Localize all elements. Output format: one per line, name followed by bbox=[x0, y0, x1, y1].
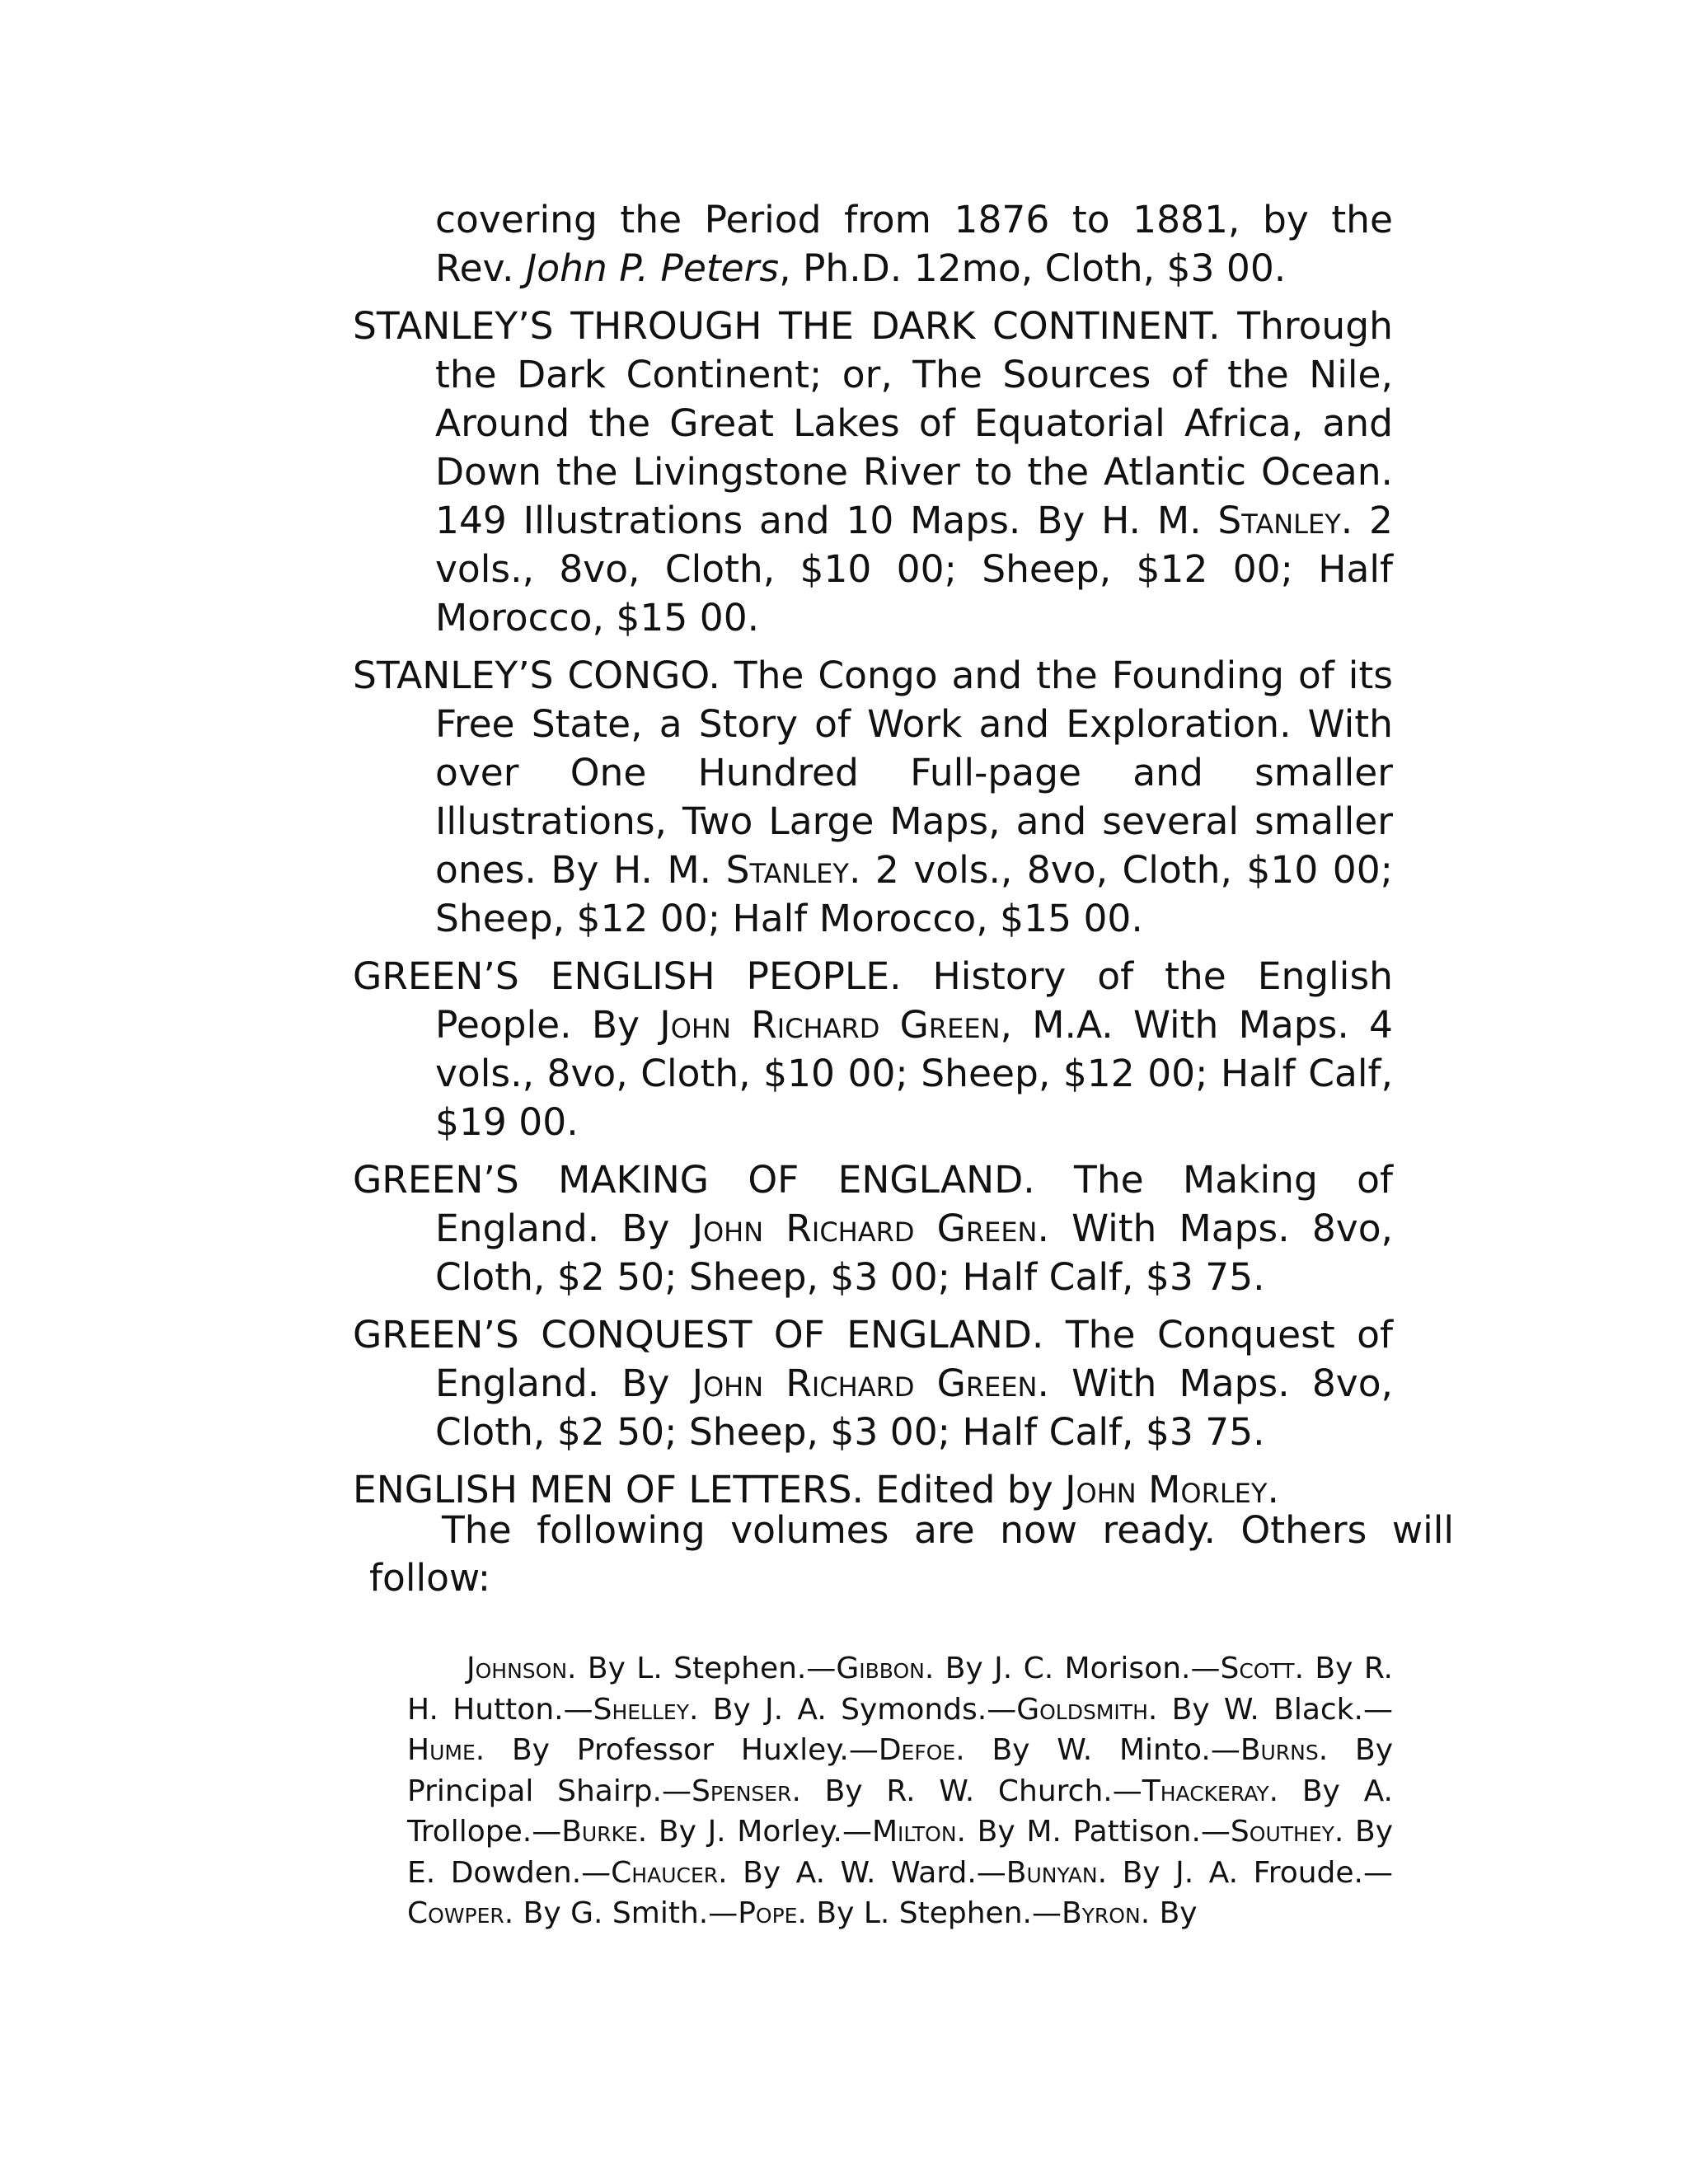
volume-subject: Johnson bbox=[467, 1652, 568, 1685]
author-name: John Richard Green bbox=[692, 1361, 1038, 1405]
volume-subject: Defoe bbox=[878, 1733, 956, 1767]
volume-author: E. Dowden. bbox=[407, 1855, 582, 1890]
volume-author: M. Pattison. bbox=[1026, 1815, 1201, 1849]
author-name: Stanley bbox=[1217, 499, 1341, 542]
entry-text: STANLEY’S THROUGH THE DARK CONTINENT. Through the Dark Continent; or, The Sources of the Nile, Around the Great Lakes of Equatorial Africa, and Down the Livingstone River to the Atlantic Ocean. 149 Illustrations and 10 Maps. By H. M. bbox=[353, 304, 1393, 542]
entry-text: . With Maps. 8vo, Cloth, $2 50; Sheep, $3 00; Half Calf, $3 75. bbox=[435, 1207, 1393, 1299]
author-name: John Morley bbox=[1065, 1468, 1268, 1511]
volume-author: J. Morley. bbox=[707, 1815, 842, 1849]
volume-subject: Burke bbox=[561, 1815, 638, 1849]
volume-author: A. Trollope. bbox=[407, 1774, 1393, 1849]
volume-author: J. A. Froude. bbox=[1175, 1855, 1363, 1890]
volume-subject: Spenser bbox=[691, 1774, 792, 1808]
catalog-entry bbox=[353, 952, 1393, 1146]
catalog-entry bbox=[353, 302, 1393, 642]
catalog-entry bbox=[353, 1155, 1393, 1301]
volume-subject: Thackeray bbox=[1142, 1774, 1269, 1808]
volume-subject: Pope bbox=[738, 1896, 798, 1930]
volume-subject: Southey bbox=[1230, 1815, 1334, 1849]
volume-subject: Milton bbox=[871, 1815, 957, 1849]
volume-author: R. H. Hutton. bbox=[407, 1652, 1393, 1727]
volume-author: Professor Huxley. bbox=[576, 1733, 849, 1767]
volume-author: G. Smith. bbox=[570, 1896, 709, 1930]
italic-text: John P. Peters bbox=[525, 246, 780, 290]
entry-text: ENGLISH MEN OF LETTERS. Edited by bbox=[353, 1468, 1066, 1511]
volume-subject: Burns bbox=[1240, 1733, 1319, 1767]
volume-subject: Goldsmith bbox=[1016, 1692, 1148, 1727]
author-name: Stanley bbox=[725, 848, 849, 892]
volumes-intro-paragraph: The following volumes are now ready. Others will follow: bbox=[369, 1508, 1454, 1600]
volume-subject: Scott bbox=[1220, 1652, 1295, 1685]
author-name: John Richard Green bbox=[692, 1207, 1038, 1250]
entry-text: covering the Period from 1876 to 1881, by the Rev. bbox=[435, 198, 1393, 290]
volume-subject: Bunyan bbox=[1006, 1855, 1098, 1890]
entry-text: . 2 vols., 8vo, Cloth, $10 00; Sheep, $12 00; Half Morocco, $15 00. bbox=[435, 848, 1393, 940]
volume-subject: Gibbon bbox=[836, 1652, 925, 1685]
entry-text: GREEN’S ENGLISH PEOPLE. History of the English People. By bbox=[353, 954, 1393, 1047]
entry-text: . 2 vols., 8vo, Cloth, $10 00; Sheep, $12 00; Half Morocco, $15 00. bbox=[435, 499, 1393, 640]
entry-text: , Ph.D. 12mo, Cloth, $3 00. bbox=[779, 246, 1287, 290]
volume-author: J. C. Morison. bbox=[994, 1652, 1191, 1685]
volume-author: W. Black. bbox=[1223, 1692, 1363, 1727]
entry-text: . bbox=[1267, 1468, 1279, 1511]
catalog-entry bbox=[353, 651, 1393, 943]
volume-author: Principal Shairp. bbox=[407, 1774, 662, 1808]
volume-subject: Hume bbox=[407, 1733, 476, 1767]
catalog-entries bbox=[353, 195, 1393, 1523]
entry-text: GREEN’S CONQUEST OF ENGLAND. The Conquest of England. By bbox=[353, 1313, 1393, 1405]
volume-subject: Shelley bbox=[593, 1692, 689, 1727]
volumes-list: Johnson. By L. Stephen.—Gibbon. By J. C. Morison.—Scott. By R. H. Hutton.—Shelley. By J. A. Symonds.—Goldsmith. By W. Black.—Hume. By Professor Huxley.—Defoe. By W. Minto.—Burns. By Principal Shairp.—Spenser. By R. W. Church.—Thackeray. By A. Trollope.—Burke. By J. Morley.—Milton. By M. Pattison.—Southey. By E. Dowden.—Chaucer. By A. W. Ward.—Bunyan. By J. A. Froude.—Cowper. By G. Smith.—Pope. By L. Stephen.—Byron. By bbox=[407, 1652, 1394, 1930]
volume-subject: Chaucer bbox=[611, 1855, 719, 1890]
entry-text: STANLEY’S CONGO. The Congo and the Founding of its Free State, a Story of Work and Exploration. With over One Hundred Full-page and smaller Illustrations, Two Large Maps, and several smaller ones. By H. M. bbox=[353, 654, 1393, 892]
entry-text: GREEN’S MAKING OF ENGLAND. The Making of England. By bbox=[353, 1158, 1393, 1250]
volume-author: W. Minto. bbox=[1057, 1733, 1211, 1767]
volume-subject: Byron bbox=[1061, 1896, 1141, 1930]
volume-author: L. Stephen. bbox=[636, 1652, 807, 1685]
volume-author: L. Stephen. bbox=[863, 1896, 1032, 1930]
entry-text: . With Maps. 8vo, Cloth, $2 50; Sheep, $3 00; Half Calf, $3 75. bbox=[435, 1361, 1393, 1454]
author-name: John Richard Green bbox=[659, 1003, 1001, 1047]
catalog-entry bbox=[353, 195, 1393, 293]
volume-author: A. W. Ward. bbox=[795, 1855, 977, 1890]
catalog-entry bbox=[353, 1310, 1393, 1456]
volume-author: J. A. Symonds. bbox=[765, 1692, 987, 1727]
entry-text: , M.A. With Maps. 4 vols., 8vo, Cloth, $10 00; Sheep, $12 00; Half Calf, $19 00. bbox=[435, 1003, 1393, 1144]
volume-subject: Cowper bbox=[407, 1896, 504, 1930]
volume-author: R. W. Church. bbox=[886, 1774, 1113, 1808]
